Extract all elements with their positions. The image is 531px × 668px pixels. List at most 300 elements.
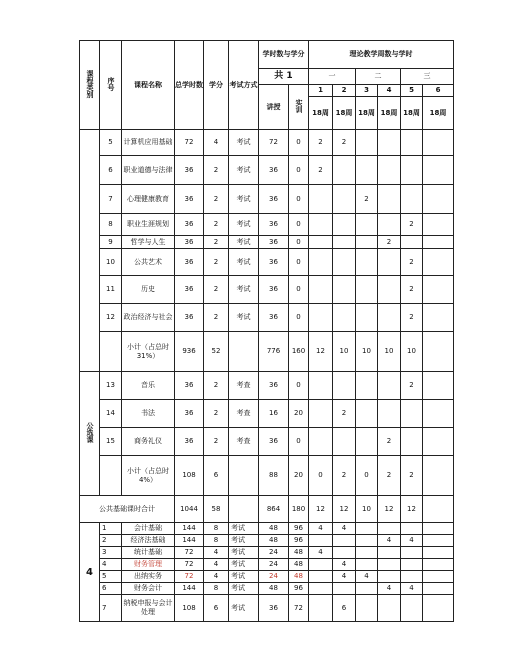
row-total: 36 — [175, 156, 204, 185]
subtotal-term: 10 — [356, 332, 378, 372]
subtotal-exam — [229, 456, 259, 496]
header-total-note: 共 1 — [259, 69, 309, 85]
row-credit: 2 — [204, 214, 229, 236]
row-lecture: 24 — [259, 571, 289, 583]
row-total: 36 — [175, 249, 204, 276]
row-term — [356, 156, 378, 185]
subtotal-label: 小计（占总时31%） — [122, 332, 175, 372]
row-term — [378, 547, 401, 559]
row-term — [378, 130, 401, 156]
row-credit: 2 — [204, 304, 229, 332]
subtotal-term: 10 — [378, 332, 401, 372]
row-term — [378, 559, 401, 571]
row-term: 4 — [378, 535, 401, 547]
subtotal-term: 0 — [309, 456, 333, 496]
public-total-label: 公共基础课时合计 — [80, 496, 175, 523]
header-weeks: 18周 — [378, 97, 401, 130]
row-term — [378, 523, 401, 535]
row-lecture: 48 — [259, 583, 289, 595]
curriculum-table — [79, 40, 454, 622]
category-professional: 4 — [80, 523, 100, 622]
row-term — [333, 276, 356, 304]
row-course-name: 商务礼仪 — [122, 428, 175, 456]
row-total: 72 — [175, 559, 204, 571]
subtotal-term — [423, 332, 454, 372]
row-total: 72 — [175, 571, 204, 583]
row-term: 4 — [309, 547, 333, 559]
row-credit: 2 — [204, 236, 229, 249]
row-term — [423, 595, 454, 622]
row-term — [309, 400, 333, 428]
row-course-name: 财务会计 — [122, 583, 175, 595]
row-credit: 4 — [204, 559, 229, 571]
row-term — [356, 595, 378, 622]
row-term — [309, 249, 333, 276]
subtotal-lecture: 776 — [259, 332, 289, 372]
row-exam: 考试 — [229, 276, 259, 304]
row-term — [356, 535, 378, 547]
row-term — [356, 276, 378, 304]
row-seq: 10 — [100, 249, 122, 276]
row-term — [333, 214, 356, 236]
row-term: 2 — [401, 372, 423, 400]
row-term: 4 — [356, 571, 378, 583]
row-seq: 14 — [100, 400, 122, 428]
row-total: 72 — [175, 130, 204, 156]
row-term: 4 — [333, 571, 356, 583]
row-term — [333, 428, 356, 456]
row-term: 2 — [401, 276, 423, 304]
row-term — [378, 249, 401, 276]
row-term — [378, 372, 401, 400]
header-weeks: 18周 — [401, 97, 423, 130]
row-lecture: 48 — [259, 535, 289, 547]
row-course-name: 财务管理 — [122, 559, 175, 571]
row-term — [378, 276, 401, 304]
row-term — [423, 547, 454, 559]
row-term — [378, 595, 401, 622]
row-term — [378, 185, 401, 214]
public-total-practice: 180 — [289, 496, 309, 523]
row-seq: 12 — [100, 304, 122, 332]
row-term — [309, 535, 333, 547]
row-term — [423, 400, 454, 428]
row-credit: 4 — [204, 547, 229, 559]
row-lecture: 36 — [259, 236, 289, 249]
subtotal-label: 小计（占总时4%） — [122, 456, 175, 496]
row-term — [423, 214, 454, 236]
row-lecture: 16 — [259, 400, 289, 428]
row-exam: 考试 — [229, 547, 259, 559]
row-total: 36 — [175, 276, 204, 304]
row-exam: 考试 — [229, 249, 259, 276]
row-term — [423, 372, 454, 400]
public-total-term: 10 — [356, 496, 378, 523]
header-hours-credits: 学时数与学分 — [259, 41, 309, 69]
row-exam: 考试 — [229, 535, 259, 547]
row-course-name: 经济法基础 — [122, 535, 175, 547]
row-term — [401, 185, 423, 214]
row-seq: 7 — [100, 185, 122, 214]
row-course-name: 会计基础 — [122, 523, 175, 535]
row-term — [309, 236, 333, 249]
header-seq: 序号 — [100, 41, 122, 130]
row-term — [309, 571, 333, 583]
row-exam: 考试 — [229, 156, 259, 185]
row-total: 36 — [175, 214, 204, 236]
row-seq: 13 — [100, 372, 122, 400]
row-term — [401, 547, 423, 559]
row-course-name: 统计基础 — [122, 547, 175, 559]
row-credit: 2 — [204, 185, 229, 214]
row-exam: 考试 — [229, 559, 259, 571]
category-elective: 公选课 — [80, 372, 100, 496]
row-lecture: 36 — [259, 428, 289, 456]
row-lecture: 24 — [259, 547, 289, 559]
row-term: 2 — [309, 156, 333, 185]
row-practice: 96 — [289, 535, 309, 547]
row-course-name: 哲学与人生 — [122, 236, 175, 249]
row-term: 2 — [309, 130, 333, 156]
row-lecture: 36 — [259, 304, 289, 332]
row-term — [423, 156, 454, 185]
row-lecture: 36 — [259, 249, 289, 276]
row-course-name: 公共艺术 — [122, 249, 175, 276]
row-exam: 考查 — [229, 400, 259, 428]
public-total-term: 12 — [378, 496, 401, 523]
header-weeks: 18周 — [423, 97, 454, 130]
row-term — [356, 130, 378, 156]
row-lecture: 72 — [259, 130, 289, 156]
row-term — [378, 571, 401, 583]
row-course-name: 出纳实务 — [122, 571, 175, 583]
row-seq: 1 — [100, 523, 122, 535]
row-term — [423, 276, 454, 304]
row-term — [423, 185, 454, 214]
row-credit: 2 — [204, 156, 229, 185]
row-term — [401, 156, 423, 185]
row-term — [333, 185, 356, 214]
subtotal-total: 108 — [175, 456, 204, 496]
header-weeks: 18周 — [356, 97, 378, 130]
row-term — [423, 249, 454, 276]
row-practice: 0 — [289, 276, 309, 304]
row-term: 2 — [378, 236, 401, 249]
public-total-term: 12 — [309, 496, 333, 523]
header-lecture: 讲授 — [259, 85, 289, 130]
subtotal-term: 10 — [401, 332, 423, 372]
row-term — [356, 249, 378, 276]
row-term: 2 — [333, 400, 356, 428]
public-total-credit: 58 — [204, 496, 229, 523]
row-term: 2 — [401, 214, 423, 236]
header-theory-weeks: 理论教学周数与学时 — [309, 41, 454, 69]
row-exam: 考试 — [229, 130, 259, 156]
row-course-name: 音乐 — [122, 372, 175, 400]
row-term — [356, 214, 378, 236]
row-exam: 考试 — [229, 595, 259, 622]
row-total: 36 — [175, 428, 204, 456]
row-practice: 0 — [289, 156, 309, 185]
row-term — [333, 236, 356, 249]
row-term — [309, 428, 333, 456]
row-term — [423, 559, 454, 571]
row-term — [401, 559, 423, 571]
row-course-name: 计算机应用基础 — [122, 130, 175, 156]
row-term: 4 — [378, 583, 401, 595]
row-term — [401, 523, 423, 535]
row-term: 2 — [356, 185, 378, 214]
row-term — [333, 372, 356, 400]
header-category: 课程类别 — [80, 41, 100, 130]
row-term: 4 — [309, 523, 333, 535]
row-term: 4 — [333, 523, 356, 535]
public-total-exam — [229, 496, 259, 523]
row-course-name: 书法 — [122, 400, 175, 428]
header-practice: 实训 — [289, 85, 309, 130]
header-credits: 学分 — [204, 41, 229, 130]
row-term — [333, 304, 356, 332]
row-exam: 考试 — [229, 583, 259, 595]
row-lecture: 36 — [259, 185, 289, 214]
row-exam: 考查 — [229, 372, 259, 400]
row-practice: 48 — [289, 559, 309, 571]
row-practice: 72 — [289, 595, 309, 622]
row-credit: 8 — [204, 523, 229, 535]
row-term — [378, 156, 401, 185]
row-lecture: 36 — [259, 156, 289, 185]
row-exam: 考试 — [229, 185, 259, 214]
row-total: 36 — [175, 304, 204, 332]
row-seq: 6 — [100, 583, 122, 595]
row-practice: 48 — [289, 571, 309, 583]
header-year-2: 二 — [356, 69, 401, 85]
header-term: 2 — [333, 85, 356, 97]
row-course-name: 职业生涯规划 — [122, 214, 175, 236]
row-practice: 0 — [289, 372, 309, 400]
row-seq: 15 — [100, 428, 122, 456]
row-total: 144 — [175, 535, 204, 547]
row-term — [309, 372, 333, 400]
header-year-3: 三 — [401, 69, 454, 85]
row-course-name: 职业道德与法律 — [122, 156, 175, 185]
row-term: 2 — [333, 130, 356, 156]
row-total: 36 — [175, 236, 204, 249]
header-term: 6 — [423, 85, 454, 97]
row-exam: 考试 — [229, 571, 259, 583]
row-term — [356, 523, 378, 535]
row-course-name: 历史 — [122, 276, 175, 304]
row-term — [423, 523, 454, 535]
row-term — [356, 583, 378, 595]
category-cell — [80, 130, 100, 372]
row-term — [333, 156, 356, 185]
row-term — [309, 276, 333, 304]
row-term — [356, 400, 378, 428]
row-term: 2 — [378, 428, 401, 456]
row-seq: 4 — [100, 559, 122, 571]
row-practice: 0 — [289, 236, 309, 249]
row-term — [356, 559, 378, 571]
subtotal-practice: 20 — [289, 456, 309, 496]
header-weeks: 18周 — [309, 97, 333, 130]
row-term — [333, 535, 356, 547]
row-exam: 考试 — [229, 236, 259, 249]
public-total-term: 12 — [333, 496, 356, 523]
row-term — [423, 236, 454, 249]
row-credit: 2 — [204, 372, 229, 400]
row-total: 36 — [175, 372, 204, 400]
header-term: 5 — [401, 85, 423, 97]
row-total: 36 — [175, 185, 204, 214]
row-term — [333, 547, 356, 559]
row-term — [309, 559, 333, 571]
row-seq: 5 — [100, 130, 122, 156]
subtotal-term: 2 — [378, 456, 401, 496]
row-exam: 考试 — [229, 304, 259, 332]
row-term: 4 — [401, 583, 423, 595]
header-year-1: 一 — [309, 69, 356, 85]
row-term — [378, 400, 401, 428]
row-term: 6 — [333, 595, 356, 622]
public-total-term: 12 — [401, 496, 423, 523]
header-total-hours: 总学时数 — [175, 41, 204, 130]
row-total: 36 — [175, 400, 204, 428]
row-lecture: 24 — [259, 559, 289, 571]
row-term — [378, 214, 401, 236]
header-course-name: 课程名称 — [122, 41, 175, 130]
row-term — [401, 571, 423, 583]
row-exam: 考查 — [229, 428, 259, 456]
header-term: 1 — [309, 85, 333, 97]
header-exam-mode: 考试方式 — [229, 41, 259, 130]
public-total-term — [423, 496, 454, 523]
row-term — [356, 372, 378, 400]
subtotal-seq — [100, 456, 122, 496]
row-term — [309, 304, 333, 332]
row-term — [333, 249, 356, 276]
subtotal-total: 936 — [175, 332, 204, 372]
subtotal-seq — [100, 332, 122, 372]
row-practice: 0 — [289, 249, 309, 276]
row-lecture: 36 — [259, 276, 289, 304]
row-lecture: 48 — [259, 523, 289, 535]
row-credit: 2 — [204, 428, 229, 456]
public-total-lecture: 864 — [259, 496, 289, 523]
row-term — [356, 304, 378, 332]
subtotal-term: 2 — [401, 456, 423, 496]
subtotal-credit: 6 — [204, 456, 229, 496]
row-credit: 2 — [204, 276, 229, 304]
row-practice: 0 — [289, 185, 309, 214]
row-seq: 11 — [100, 276, 122, 304]
row-course-name: 心理健康教育 — [122, 185, 175, 214]
row-term — [356, 428, 378, 456]
subtotal-term: 0 — [356, 456, 378, 496]
row-lecture: 36 — [259, 595, 289, 622]
header-term: 3 — [356, 85, 378, 97]
public-total-hours: 1044 — [175, 496, 204, 523]
row-lecture: 36 — [259, 214, 289, 236]
row-term — [423, 571, 454, 583]
row-seq: 7 — [100, 595, 122, 622]
row-term: 2 — [401, 304, 423, 332]
row-practice: 48 — [289, 547, 309, 559]
row-term — [423, 428, 454, 456]
header-weeks: 18周 — [333, 97, 356, 130]
header-term: 4 — [378, 85, 401, 97]
row-term — [401, 400, 423, 428]
row-course-name: 纳税申报与会计处理 — [122, 595, 175, 622]
row-term — [401, 130, 423, 156]
row-credit: 8 — [204, 583, 229, 595]
row-term — [423, 304, 454, 332]
row-total: 72 — [175, 547, 204, 559]
row-total: 144 — [175, 523, 204, 535]
row-course-name: 政治经济与社会 — [122, 304, 175, 332]
subtotal-practice: 160 — [289, 332, 309, 372]
row-term — [333, 583, 356, 595]
row-seq: 9 — [100, 236, 122, 249]
row-term — [356, 236, 378, 249]
row-credit: 4 — [204, 130, 229, 156]
row-exam: 考试 — [229, 214, 259, 236]
row-term: 4 — [333, 559, 356, 571]
row-term: 4 — [401, 535, 423, 547]
row-total: 108 — [175, 595, 204, 622]
row-lecture: 36 — [259, 372, 289, 400]
row-practice: 0 — [289, 428, 309, 456]
row-seq: 5 — [100, 571, 122, 583]
row-term — [309, 185, 333, 214]
row-term — [423, 535, 454, 547]
subtotal-term: 12 — [309, 332, 333, 372]
row-practice: 20 — [289, 400, 309, 428]
subtotal-exam — [229, 332, 259, 372]
row-practice: 96 — [289, 523, 309, 535]
row-practice: 96 — [289, 583, 309, 595]
subtotal-lecture: 88 — [259, 456, 289, 496]
row-term — [309, 583, 333, 595]
row-credit: 2 — [204, 400, 229, 428]
row-credit: 8 — [204, 535, 229, 547]
row-term — [401, 428, 423, 456]
row-credit: 4 — [204, 571, 229, 583]
row-exam: 考试 — [229, 523, 259, 535]
row-seq: 2 — [100, 535, 122, 547]
row-practice: 0 — [289, 214, 309, 236]
row-term — [309, 595, 333, 622]
row-seq: 6 — [100, 156, 122, 185]
subtotal-term: 10 — [333, 332, 356, 372]
row-total: 144 — [175, 583, 204, 595]
subtotal-credit: 52 — [204, 332, 229, 372]
row-term — [423, 583, 454, 595]
row-seq: 3 — [100, 547, 122, 559]
row-term — [356, 547, 378, 559]
row-term — [309, 214, 333, 236]
row-term — [401, 236, 423, 249]
row-practice: 0 — [289, 130, 309, 156]
subtotal-term — [423, 456, 454, 496]
row-term — [378, 304, 401, 332]
row-term — [401, 595, 423, 622]
row-practice: 0 — [289, 304, 309, 332]
subtotal-term: 2 — [333, 456, 356, 496]
row-term: 2 — [401, 249, 423, 276]
row-credit: 2 — [204, 249, 229, 276]
row-credit: 6 — [204, 595, 229, 622]
